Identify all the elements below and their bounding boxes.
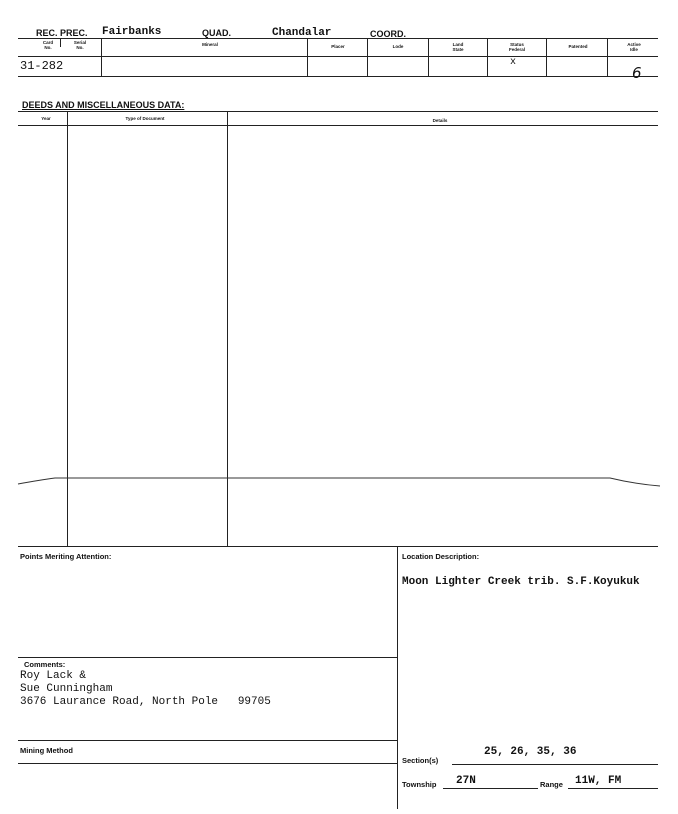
- col-details: Details: [432, 118, 448, 123]
- col-serial-no: Serial No.: [73, 40, 87, 50]
- mining-method-border-bottom: [18, 763, 397, 764]
- comments-label: Comments:: [24, 660, 66, 669]
- top-table-border-bottom: [18, 76, 658, 77]
- township-value: 27N: [456, 775, 476, 787]
- deeds-title: DEEDS AND MISCELLANEOUS DATA:: [22, 100, 185, 110]
- col-mineral: Mineral: [202, 42, 218, 47]
- top-col-divider: [607, 39, 608, 77]
- location-description-value: Moon Lighter Creek trib. S.F.Koyukuk: [402, 576, 640, 588]
- top-col-divider: [101, 39, 102, 77]
- col-placer: Placer: [331, 44, 345, 49]
- status-federal-value: x: [510, 57, 517, 68]
- rec-prec-label: REC. PREC.: [36, 28, 88, 38]
- top-table-header-bottom: [18, 56, 658, 57]
- comments-border-top: [18, 657, 397, 658]
- bottom-section-divider: [397, 547, 398, 809]
- col-card-no: Card No.: [42, 40, 54, 50]
- township-underline: [443, 788, 538, 789]
- top-col-divider: [546, 39, 547, 77]
- page-fold-line: [0, 470, 678, 500]
- sections-underline: [452, 764, 658, 765]
- col-land-state: Land State: [452, 42, 464, 52]
- deeds-border-top: [18, 111, 658, 112]
- mining-method-border-top: [18, 740, 397, 741]
- col-active-idle: Active Idle: [627, 42, 641, 52]
- top-col-divider: [487, 39, 488, 77]
- top-col-divider: [428, 39, 429, 77]
- comments-line: 3676 Laurance Road, North Pole 99705: [20, 696, 271, 708]
- quad-value: Chandalar: [272, 27, 332, 39]
- top-col-divider: [307, 39, 308, 77]
- col-status-federal: Status Federal: [508, 42, 525, 52]
- range-label: Range: [540, 780, 563, 789]
- deeds-header-bottom: [18, 125, 658, 126]
- location-description-label: Location Description:: [402, 552, 480, 561]
- col-year: Year: [41, 116, 51, 121]
- range-value: 11W, FM: [575, 775, 622, 787]
- top-col-divider: [60, 39, 61, 47]
- comments-line: Roy Lack &: [20, 670, 87, 682]
- township-label: Township: [402, 780, 437, 789]
- col-type-of-document: Type of Document: [125, 116, 165, 121]
- card-no-value: 31-282: [20, 59, 64, 73]
- mining-method-label: Mining Method: [20, 746, 73, 755]
- sections-label: Section(s): [402, 756, 439, 765]
- active-idle-value: 6: [632, 64, 642, 82]
- comments-line: Sue Cunningham: [20, 683, 113, 695]
- comments-text: [20, 670, 271, 709]
- sections-value: 25, 26, 35, 36: [484, 746, 577, 758]
- top-col-divider: [367, 39, 368, 77]
- quad-label: QUAD.: [202, 28, 231, 38]
- range-underline: [568, 788, 658, 789]
- coord-label: COORD.: [370, 29, 406, 39]
- rec-prec-value: Fairbanks: [102, 26, 162, 38]
- col-patented: Patented: [568, 44, 588, 49]
- bottom-section-border-top: [18, 546, 658, 547]
- col-lode: Lode: [392, 44, 404, 49]
- points-meriting-attention-label: Points Meriting Attention:: [20, 552, 112, 561]
- top-table-border-top: [18, 38, 658, 39]
